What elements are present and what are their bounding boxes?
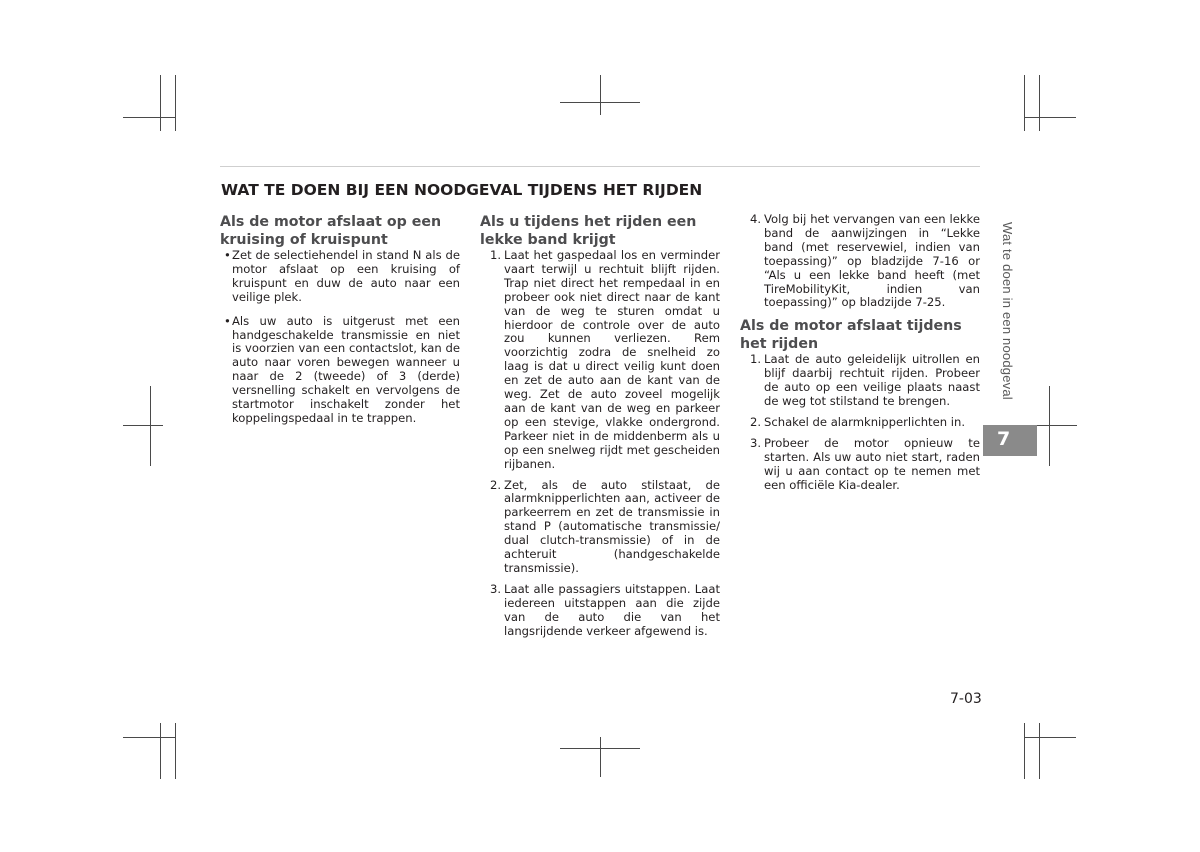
step-number: 3. [750,435,762,450]
crop-mark [1039,723,1040,779]
list-item-text: Laat alle passagiers uitstappen. Laat iedereen uitstappen aan die zijde van de auto die van het langsrijdende verkeer afgewend is. [504,581,720,638]
crop-mark [1024,75,1025,131]
bullet-list [220,249,460,426]
list-item-text: Laat de auto geleidelijk uitrollen en blijf daarbij rechtuit rijden. Probeer de auto op een veilige plaats naast de weg tot stilstand te brengen. [764,352,980,409]
list-item-text: Laat het gaspedaal los en verminder vaart terwijl u rechtuit blijft rijden. Trap niet direct het rempedaal in en probeer ook niet direct naar de kant van de weg te sturen omdat u hierdoor de controle over de auto zou kunnen verliezen. Rem voorzichtig zodra de snelheid zo laag is dat u direct veilig kunt doen en zet de auto aan de kant van de weg. Zet de auto zoveel mogelijk aan de kant van de weg en parkeer op een stevige, vlakke ondergrond. Parkeer niet in de middenberm als u op een snelweg rijdt met gescheiden rijbanen. [504,248,720,471]
crop-mark [1049,386,1050,466]
column-3 [740,213,980,500]
numbered-list-continued [740,213,980,310]
crop-mark [123,425,163,426]
chapter-tab [983,425,1037,456]
crop-mark [560,748,640,749]
list-item [740,437,980,493]
crop-mark [123,117,175,118]
list-item-text: Schakel de alarmknipperlichten in. [764,414,966,429]
list-item [480,583,720,639]
list-item [480,249,720,472]
step-number: 1. [750,352,762,367]
crop-mark [1024,737,1076,738]
list-item [740,353,980,409]
list-item [220,249,460,305]
crop-mark [160,723,161,779]
numbered-list [740,353,980,492]
list-item-text: Volg bij het vervangen van een lekke band de aanwijzingen in “Lekke band (met reservewiel, indien van toepassing)” op bladzijde 7-16 or “Als u een lekke band heeft (met TireMobilityKit, indien van toepassing)” op bladzijde 7-25. [764,212,980,310]
column-2 [480,213,720,645]
page-number: 7-03 [950,691,982,707]
list-item [740,416,980,430]
page-title: WAT TE DOEN BIJ EEN NOODGEVAL TIJDENS HET RIJDEN [221,181,703,199]
section-heading-motor-kruising: Als de motor afslaat op een kruising of kruispunt [220,214,442,248]
crop-mark [160,75,161,131]
step-number: 2. [490,477,502,492]
section-heading-lekke-band: Als u tijdens het rijden een lekke band krijgt [480,214,697,248]
column-1 [220,213,460,436]
crop-mark [150,386,151,466]
crop-mark [175,723,176,779]
list-item [220,315,460,426]
crop-mark [1037,425,1077,426]
list-item-text: Als uw auto is uitgerust met een handgeschakelde transmissie en niet is voorzien van een contactslot, kan de auto naar voren bewegen wanneer u naar de 2 (tweede) of 3 (derde) versnelling schakelt en vervolgens de startmotor inschakelt zonder het koppelingspedaal in te trappen. [232,313,460,425]
numbered-list [480,249,720,638]
bullet-marker: • [224,313,231,328]
list-item [740,213,980,310]
section-heading-motor-rijden: Als de motor afslaat tijdens het rijden [740,318,962,353]
list-item-text: Zet, als de auto stilstaat, de alarmknipperlichten aan, activeer de parkeerrem en zet de transmissie in stand P (automatische transmissie/ dual clutch-transmissie) of in de achteruit (handgeschakelde transmissie). [504,477,720,575]
crop-mark [560,102,640,103]
list-item-text: Zet de selectiehendel in stand N als de motor afslaat op een kruising of kruispunt en duw de auto naar een veilige plek. [232,248,460,304]
crop-mark [1024,723,1025,779]
step-number: 1. [490,248,502,262]
chapter-side-label: Wat te doen in een noodgeval [1000,222,1015,400]
crop-mark [600,75,601,115]
list-item-text: Probeer de motor opnieuw te starten. Als uw auto niet start, raden wij u aan contact op te nemen met een officiële Kia-dealer. [764,435,980,492]
list-item [480,479,720,576]
crop-mark [123,737,175,738]
step-number: 4. [750,212,762,226]
crop-mark [1024,117,1076,118]
header-rule [220,166,980,167]
crop-mark [175,75,176,131]
crop-mark [600,737,601,777]
chapter-number: 7 [997,428,1011,450]
crop-mark [1039,75,1040,131]
bullet-marker: • [224,248,231,262]
step-number: 2. [750,414,762,429]
step-number: 3. [490,581,502,596]
